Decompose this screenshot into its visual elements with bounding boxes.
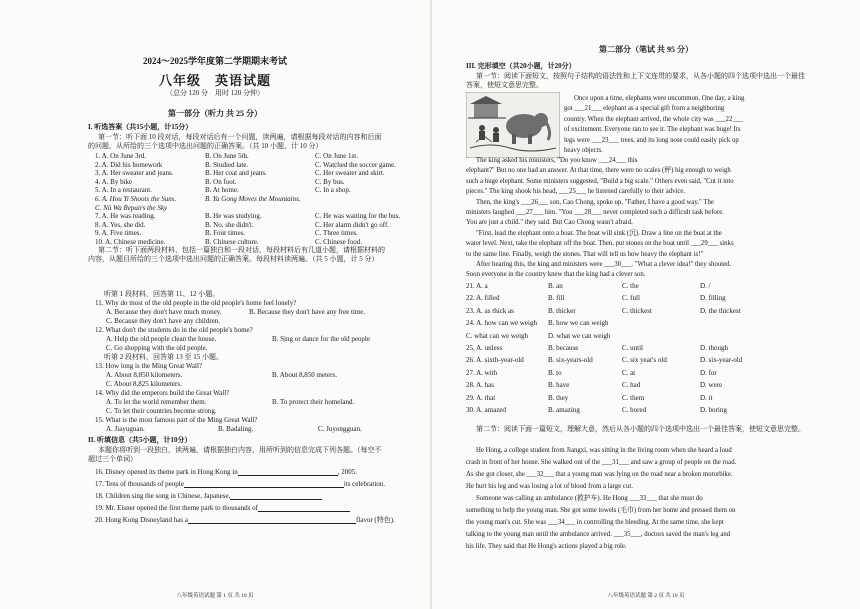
cloze-option: B. because (548, 344, 579, 352)
cloze-option: B. how we can weigh (548, 319, 609, 328)
cloze-option: B. fill (548, 294, 565, 303)
answer-option: 5. A. In a restaurant. (95, 186, 152, 195)
cloze-option: C. bored (622, 406, 647, 414)
answer-option: B. Four times. (205, 229, 246, 238)
passage-line: After hearing this, the king and ministers were ___30___. "What a clever idea!" they shouted. (476, 261, 732, 268)
section-I-part2-instruction: 第二节：听下面两段材料，包括一篇独白和一段对话，每段材料后有几道小题，请根据材料的内容，从题目所给的三个选项中选出问题的正确答案。每段材料读两遍。（共 5 小题，计 5 分） (88, 246, 385, 263)
q19-blank[interactable] (258, 504, 350, 512)
footer-right: 八年级英语试题 第 2 页 共 10 页 (607, 593, 685, 599)
passage-line: legs were ___23___ trees, and its long nose could easily pick up (564, 136, 739, 144)
cloze-option: 27. A. with (466, 368, 498, 377)
q20-end: flavor (特色). (355, 516, 395, 524)
cloze-option: D. what we can weigh (548, 331, 611, 340)
passage-line: crash in front of her house. She walked out of the ___31___ and saw a group of people on the road. (466, 459, 737, 466)
cloze-option: 24. A. how can we weigh (466, 319, 537, 328)
answer-option: B. On foot. (205, 177, 237, 186)
cloze-option: C. what can we weigh (466, 331, 529, 340)
question-19 (95, 504, 350, 513)
cloze-option: C. until (622, 344, 644, 352)
q16-blank[interactable] (238, 468, 338, 476)
section-III-heading: III. 完形填空（共20小题，计20分） (466, 62, 576, 70)
q19-text: 19. Mr. Eisner opened the first theme park to thousands of (95, 504, 258, 512)
answer-option: B. On June 5th. (205, 152, 249, 160)
section-III-instruction-2: 第二节：阅读下面一篇短文，理解大意，然后从各小题的四个选项中选出一个最佳答案，使短文意思完整。 (476, 425, 805, 433)
exam-title: 2024～2025学年度第二学期期末考试 (142, 56, 287, 66)
passage-line: such a huge elephant. Some ministers suggested, "Build a big scale." Others even said, "Cut it into (466, 177, 734, 185)
passage-line: The king asked his ministers, "Do you know ___24___ this (476, 157, 638, 164)
q16-end: , 2005. (337, 468, 357, 476)
cloze-option: 28. A. has (466, 381, 494, 390)
passage-line: Then, the king's ___26___ son, Cao Chong, spoke up, "Father, I have a good way." The (476, 198, 714, 206)
cloze-option: D. / (700, 282, 711, 290)
answer-option: C. He was waiting for the bus. (315, 212, 401, 221)
cloze-option: C. thickest (622, 306, 652, 315)
q15-option-c: C. Juyongguan. (318, 425, 362, 433)
q14-option-a: A. To let the world remember them. (106, 398, 207, 406)
cloze-option: C. six year's old (622, 356, 667, 365)
answer-option: 4. A. By bike (95, 177, 133, 186)
cloze-option: B. have (548, 381, 570, 390)
answer-option: C. Nü Wa Repairs the Sky (95, 203, 168, 212)
cloze-option: B. an (548, 282, 563, 290)
cloze-option: 21. A. a (466, 282, 488, 290)
passage-line: As she got closer, she ___32___ that a young man was lying on the road near a broken motorbike. (466, 471, 733, 478)
answer-option: 1. A. On June 3rd. (95, 152, 147, 160)
cloze-option: D. were (700, 381, 723, 390)
q17-end: its celebration. (343, 480, 386, 488)
cloze-option: C. the (622, 282, 639, 290)
cloze-option: 25. A. unless (466, 344, 503, 352)
passage-line: of excitement. Everyone ran to see it. The elephant was huge! Its (564, 126, 741, 134)
cloze-option: D. though (700, 344, 728, 352)
q14-option-b: B. To protect their homeland. (272, 398, 355, 406)
cloze-option: 23. A. as thick as (466, 306, 514, 315)
q15-option-a: A. Jiayuguan. (106, 425, 145, 433)
passage-line: He hurt his leg and was losing a lot of blood from a large cut. (466, 483, 633, 490)
cloze-option: D. six-year-old (700, 356, 743, 365)
cloze-option: C. full (622, 294, 640, 303)
answer-option: B. Studied late. (205, 160, 249, 169)
answer-option: 6. A. Hou Yi Shoots the Suns. (95, 195, 177, 203)
q18-blank[interactable] (230, 492, 322, 500)
q20-text: 20. Hong Kong Disneyland has a (95, 516, 188, 524)
passage-line: You are just a child." they said. But Cao Chong wasn't afraid. (466, 219, 633, 227)
q11-option-c: C. Because they don't have any children. (106, 317, 221, 325)
answer-option: 7. A. He was reading. (95, 212, 156, 221)
passage-line: pieces." The king shook his head, ___25___ he listened carefully to their advice. (466, 188, 686, 196)
answer-option: C. On June 1st. (315, 152, 358, 160)
q20-blank[interactable] (188, 516, 356, 524)
question-11: 11. Why do most of the old people in the old people's home feel lonely? (95, 299, 297, 307)
cloze-option: D. the thickest (700, 306, 741, 315)
passage-line: country. When the elephant arrived, the whole city was ___22___ (564, 115, 743, 123)
q16-text: 16. Disney opened its theme park in Hong Kong in (95, 468, 238, 476)
part2-heading: 第二部分（笔试 共 95 分） (599, 45, 693, 54)
q18-text: 18. Children sing the song in Chinese, Japanese, (95, 492, 231, 500)
passage-line: Soon everyone in the country knew that the king had a clever son. (466, 271, 646, 279)
answer-option: B. No, she didn't. (205, 220, 254, 229)
cloze-option: B. to (548, 368, 562, 377)
cloze-option: B. six-years-old (548, 356, 593, 365)
cloze-option: B. amazing (548, 406, 580, 414)
cloze-option: 29. A. that (466, 393, 496, 402)
passage-line: to the same line. Finally, weigh the stones. That will tell us how heavy the elephant is!" (466, 250, 704, 258)
section-I-instruction: 第一节：听下面 10 段对话，每段对话后有一个问题，读两遍，请根据每段对话的内容和后面的问题，从所给的三个选项中选出问题的正确答案。（共 10 小题，计 10 分） (88, 133, 382, 150)
passage-line: heavy objects. (564, 147, 603, 154)
answer-option: 9. A. Five times. (95, 229, 142, 238)
q13-option-c: C. About 8,825 kilometers. (106, 380, 182, 388)
answer-option: C. In a shop. (315, 186, 351, 195)
passage-line: He Hong, a college student from Jiangxi, was sitting in the living room when she heard a loud (476, 447, 732, 454)
passage-line: talking to the young man until the ambulance arrived. ___35___, doctors saved the man's leg and (466, 531, 731, 538)
answer-option: C. By bus. (315, 177, 345, 186)
answer-option: B. Chinese culture. (205, 238, 259, 246)
q12-option-b: B. Sing or dance for the old people (272, 335, 370, 343)
answer-option: C. Chinese food. (315, 238, 363, 246)
section-I-heading: I. 听选答案（共15小题，计15分） (88, 123, 193, 131)
cloze-option: D. filling (700, 294, 726, 303)
cloze-option: C. at (622, 368, 636, 377)
exam-subject: 八年级 英语试题 (158, 73, 271, 88)
cloze-option: 22. A. filled (466, 294, 500, 303)
exam-meta: （总分 120 分 用时 120 分钟） (166, 89, 264, 97)
q11-option-a: A. Because they don't have much money. (106, 308, 222, 316)
question-13: 13. How long is the Ming Great Wall? (95, 362, 203, 370)
section-II-heading: II. 听填信息（共5小题，计10分） (88, 436, 192, 444)
q15-option-b: B. Badaling. (218, 425, 254, 433)
passage-line: Once upon a time, elephants were uncommon. One day, a king (574, 95, 745, 102)
question-20 (95, 516, 395, 525)
answer-option: C. Watched the soccer game. (315, 160, 396, 169)
section-II-instruction: 本题你将听到一段独白，读两遍，请根据独白内容，用所听到的信息完成下列各题。（每空不超过三个单词） (88, 446, 382, 463)
q14-option-c: C. To let their countries become strong. (106, 407, 217, 415)
cloze-option: 26. A. sixth-year-old (466, 356, 524, 365)
q17-text: 17. Tens of thousands of people (95, 480, 184, 488)
answer-option: B. Yu Gong Moves the Mountains. (205, 195, 301, 203)
answer-option: C. Her alarm didn't go off. (315, 220, 390, 229)
passage-line: got ___21___ elephant as a special gift from a neighboring (564, 105, 725, 113)
q17-blank[interactable] (184, 480, 344, 488)
question-14: 14. Why did the emperors build the Great Wall? (95, 389, 230, 397)
question-18 (95, 492, 322, 501)
cloze-option: C. them (622, 393, 645, 402)
material-1-note: 听第 1 段材料，回答第 11、12 小题。 (104, 290, 220, 298)
answer-option: 10. A. Chinese medicine. (95, 238, 166, 246)
cloze-option: 30. A. amazed (466, 406, 507, 414)
answer-option: 3. A. Her sweater and jeans. (95, 169, 174, 178)
q13-option-a: A. About 8,850 kilometers. (106, 371, 183, 379)
elephant-illustration (466, 92, 560, 158)
q12-option-c: C. Go shopping with the old people. (106, 344, 208, 352)
section-III-instruction-1: 第一节：阅读下面短文，按照句子结构的语法性和上下文连贯的要求，从各小题的四个选项中选出一个最佳答案，使短文意思完整。 (466, 72, 805, 89)
cloze-option: B. they (548, 393, 569, 402)
passage-line: the young man's cut. She was ___34___ in controlling the bleeding. At the same time, she kept (466, 519, 724, 526)
answer-option: B. He was studying. (205, 212, 262, 221)
passage-line: Someone was calling an ambulance (救护车). He Hong ___33___ that she must do (476, 495, 703, 502)
answer-option: C. Three times. (315, 229, 359, 238)
material-2-note: 听第 2 段材料，回答第 13 至 15 小题。 (104, 353, 223, 361)
passage-line: ministers laughed ___27___ him. "You ___28___ never completed such a difficult task before. (466, 209, 724, 216)
answer-option: 8. A. Yes, she did. (95, 220, 146, 229)
answer-option: C. Her sweater and skirt. (315, 169, 385, 178)
cloze-option: D. for (700, 368, 717, 377)
question-12: 12. What don't the students do in the old people's home? (95, 326, 253, 334)
cloze-option: B. thicker (548, 306, 576, 315)
cloze-option: D. boring (700, 406, 727, 414)
passage-line: his life. They said that He Hong's actions played a big role. (466, 543, 627, 550)
passage-line: something to help the young man. She got some towels (毛巾) from her home and pressed them on (466, 507, 736, 514)
question-17 (95, 480, 385, 489)
question-15: 15. What is the most famous part of the Ming Great Wall? (95, 416, 258, 424)
q11-option-b: B. Because they don't have any free time. (249, 308, 366, 316)
answer-option: B. Her coat and jeans. (205, 169, 267, 178)
answer-option: B. At home. (205, 186, 239, 195)
part1-heading: 第一部分（听力 共 25 分） (168, 109, 262, 118)
cloze-option: C. had (622, 381, 641, 390)
q13-option-b: B. About 8,850 meters. (272, 371, 337, 379)
footer-left: 八年级英语试题 第 1 页 共 10 页 (176, 593, 254, 599)
answer-option: 2. A. Did his homework (95, 160, 163, 169)
passage-line: water level. Next, take the elephant off the boat. Then, put stones on the boat until ___29___ sinks (466, 240, 734, 248)
question-16 (95, 468, 357, 477)
cloze-option: D. it (700, 393, 713, 402)
passage-line: "First, lead the elephant onto a boat. The boat will sink (沉). Draw a line on the boat at the (476, 229, 722, 237)
q12-option-a: A. Help the old people clean the house. (106, 335, 217, 343)
passage-line: elephant?" But no one had an answer. At that time, there were no scales (秤) big enough to weigh (466, 167, 731, 175)
